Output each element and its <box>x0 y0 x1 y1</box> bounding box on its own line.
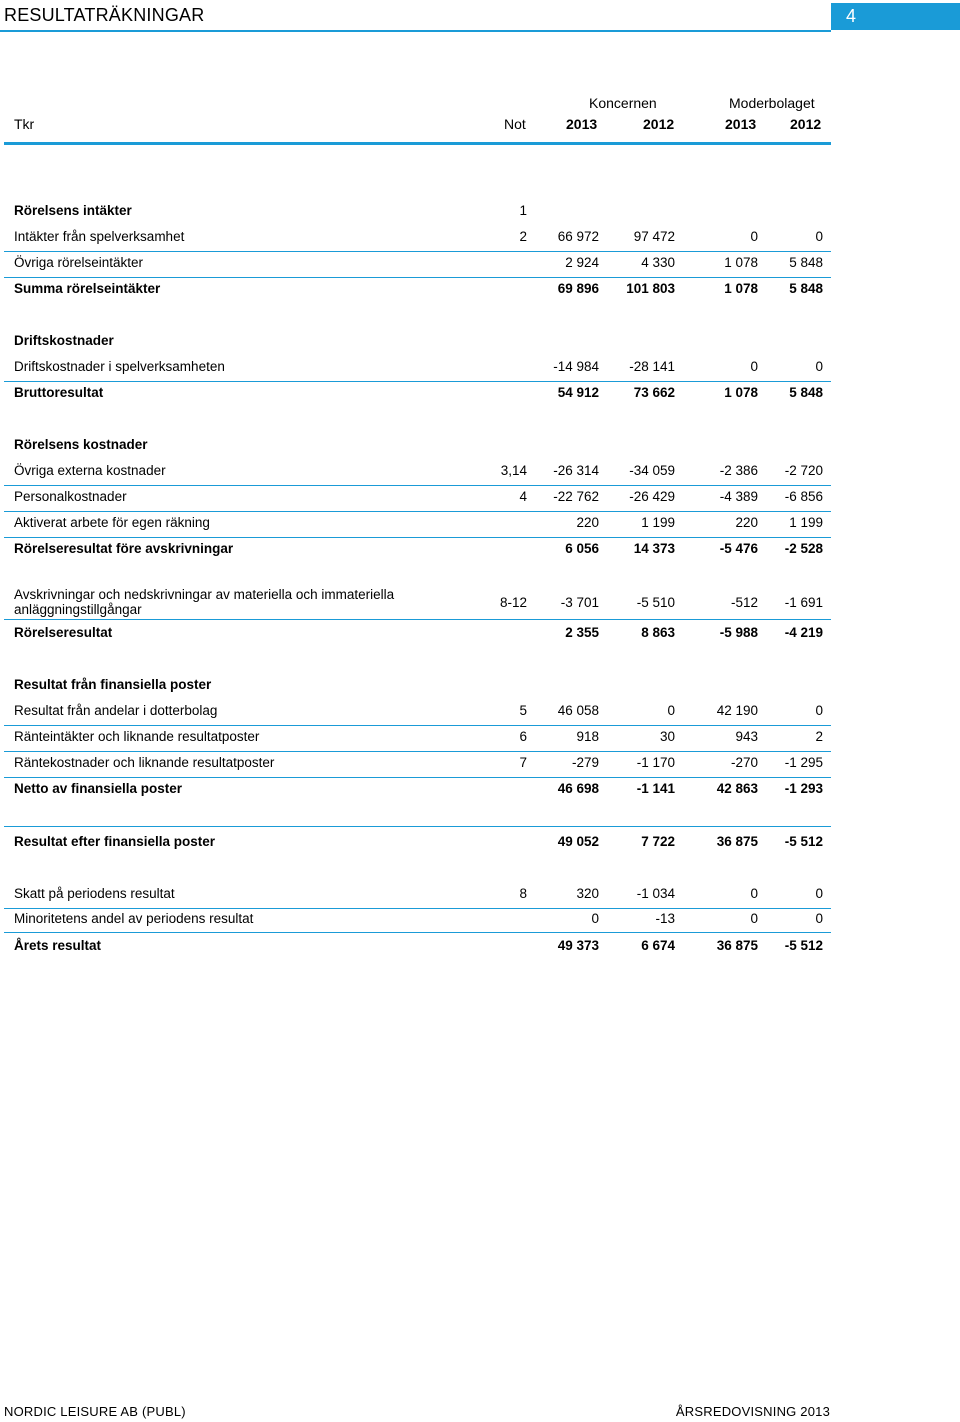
table-row <box>4 886 831 909</box>
row-value-koncernen-2012: 4 330 <box>641 255 675 270</box>
row-not: 5 <box>519 703 527 718</box>
row-value-moderbolaget-2012: 0 <box>815 886 823 901</box>
row-value-moderbolaget-2012: 0 <box>815 703 823 718</box>
row-not: 6 <box>519 729 527 744</box>
table-row <box>4 281 831 304</box>
row-value-koncernen-2012: -5 510 <box>636 595 675 610</box>
row-value-moderbolaget-2012: -1 691 <box>784 595 823 610</box>
row-value-moderbolaget-2013: 42 863 <box>716 781 758 796</box>
row-value-koncernen-2012: -26 429 <box>629 489 675 504</box>
row-value-koncernen-2012: 8 863 <box>641 625 675 640</box>
table-row <box>4 586 831 620</box>
page-title: RESULTATRÄKNINGAR <box>4 5 205 25</box>
row-value-koncernen-2012: -28 141 <box>629 359 675 374</box>
row-label: Räntekostnader och liknande resultatposter <box>14 755 275 770</box>
row-value-koncernen-2013: 0 <box>591 911 599 926</box>
row-label: Årets resultat <box>14 938 102 953</box>
row-value-moderbolaget-2012: 0 <box>815 229 823 244</box>
row-value-moderbolaget-2012: 1 199 <box>789 515 823 530</box>
row-not: 4 <box>519 489 527 504</box>
table-row <box>4 755 831 778</box>
row-value-koncernen-2013: -22 762 <box>553 489 599 504</box>
row-value-moderbolaget-2013: 36 875 <box>716 938 758 953</box>
row-value-koncernen-2013: 220 <box>576 515 599 530</box>
row-value-moderbolaget-2012: -5 512 <box>784 834 823 849</box>
row-value-koncernen-2013: 46 058 <box>557 703 599 718</box>
row-value-moderbolaget-2012: -1 295 <box>784 755 823 770</box>
table-row <box>4 385 831 408</box>
row-value-moderbolaget-2012: -2 528 <box>784 541 823 556</box>
row-not: 3,14 <box>500 463 527 478</box>
column-header-not: Not <box>504 116 526 132</box>
row-label: Avskrivningar och nedskrivningar av materiella och immateriella anläggningstillgångar <box>14 587 395 617</box>
table-row <box>4 729 831 752</box>
row-value-moderbolaget-2012: 5 848 <box>789 255 823 270</box>
row-not: 8 <box>519 886 527 901</box>
row-value-koncernen-2012: 30 <box>659 729 675 744</box>
row-value-moderbolaget-2012: -1 293 <box>784 781 823 796</box>
row-value-moderbolaget-2013: 42 190 <box>716 703 758 718</box>
row-value-koncernen-2012: 1 199 <box>641 515 675 530</box>
row-not: 8-12 <box>499 595 527 610</box>
group-header-koncernen: Koncernen <box>589 95 657 111</box>
row-value-koncernen-2013: 2 355 <box>565 625 599 640</box>
row-value-moderbolaget-2012: 5 848 <box>789 281 823 296</box>
table-row <box>4 229 831 252</box>
table-row <box>4 625 831 648</box>
row-label: Personalkostnader <box>14 489 127 504</box>
row-value-koncernen-2012: 6 674 <box>641 938 675 953</box>
row-label: Netto av finansiella poster <box>14 781 183 796</box>
row-value-koncernen-2012: -1 141 <box>636 781 675 796</box>
row-value-koncernen-2013: 6 056 <box>565 541 599 556</box>
row-value-moderbolaget-2013: -4 389 <box>719 489 758 504</box>
row-value-moderbolaget-2012: -4 219 <box>784 625 823 640</box>
row-value-moderbolaget-2013: 943 <box>735 729 758 744</box>
table-row <box>4 677 831 700</box>
group-header-moderbolaget: Moderbolaget <box>729 95 815 111</box>
row-not: 2 <box>519 229 527 244</box>
row-value-moderbolaget-2013: 1 078 <box>724 385 758 400</box>
row-value-moderbolaget-2012: 0 <box>815 359 823 374</box>
row-value-moderbolaget-2013: -270 <box>730 755 758 770</box>
table-row <box>4 938 831 961</box>
row-value-moderbolaget-2013: 220 <box>735 515 758 530</box>
row-label: Resultat från finansiella poster <box>14 677 212 692</box>
row-label: Resultat efter finansiella poster <box>14 834 216 849</box>
header-divider <box>0 30 831 32</box>
footer-company-name: NORDIC LEISURE AB (PUBL) <box>4 1404 186 1419</box>
row-label: Rörelsens kostnader <box>14 437 148 452</box>
row-value-koncernen-2013: -3 701 <box>560 595 599 610</box>
row-value-koncernen-2012: -34 059 <box>629 463 675 478</box>
table-row <box>4 911 831 933</box>
row-value-moderbolaget-2013: 0 <box>750 911 758 926</box>
table-row <box>4 333 831 356</box>
row-value-koncernen-2013: 49 052 <box>557 834 599 849</box>
row-label: Skatt på periodens resultat <box>14 886 175 901</box>
row-value-koncernen-2013: -279 <box>571 755 599 770</box>
row-value-koncernen-2012: -13 <box>655 911 675 926</box>
row-value-moderbolaget-2012: 2 <box>815 729 823 744</box>
row-value-moderbolaget-2013: -2 386 <box>719 463 758 478</box>
column-header-divider <box>4 142 831 145</box>
table-row <box>4 203 831 226</box>
table-row <box>4 489 831 512</box>
row-label: Bruttoresultat <box>14 385 104 400</box>
row-value-koncernen-2012: 7 722 <box>641 834 675 849</box>
row-value-moderbolaget-2013: -5 476 <box>719 541 758 556</box>
row-value-koncernen-2013: 2 924 <box>565 255 599 270</box>
row-value-koncernen-2013: 918 <box>576 729 599 744</box>
table-row <box>4 703 831 726</box>
table-row <box>4 437 831 460</box>
row-label: Övriga rörelseintäkter <box>14 255 144 270</box>
table-row <box>4 781 831 804</box>
row-value-koncernen-2013: 49 373 <box>557 938 599 953</box>
column-header-moderbolaget-2013: 2013 <box>725 116 757 132</box>
column-header-koncernen-2013: 2013 <box>566 116 598 132</box>
row-label: Övriga externa kostnader <box>14 463 166 478</box>
row-value-moderbolaget-2012: -2 720 <box>784 463 823 478</box>
row-label: Aktiverat arbete för egen räkning <box>14 515 210 530</box>
row-label: Rörelseresultat före avskrivningar <box>14 541 234 556</box>
row-value-koncernen-2013: -26 314 <box>553 463 599 478</box>
row-value-moderbolaget-2013: 0 <box>750 359 758 374</box>
row-label: Intäkter från spelverksamhet <box>14 229 185 244</box>
row-value-moderbolaget-2013: 36 875 <box>716 834 758 849</box>
table-row <box>4 359 831 382</box>
table-row <box>4 463 831 486</box>
row-label: Summa rörelseintäkter <box>14 281 161 296</box>
row-value-koncernen-2013: -14 984 <box>553 359 599 374</box>
row-label: Resultat från andelar i dotterbolag <box>14 703 218 718</box>
row-label: Rörelsens intäkter <box>14 203 132 218</box>
table-row <box>4 515 831 538</box>
table-row <box>4 834 831 857</box>
row-value-koncernen-2012: 97 472 <box>633 229 675 244</box>
column-header-tkr: Tkr <box>14 116 35 132</box>
row-value-koncernen-2013: 54 912 <box>557 385 599 400</box>
row-not: 7 <box>519 755 527 770</box>
row-value-moderbolaget-2012: -6 856 <box>784 489 823 504</box>
row-value-koncernen-2012: -1 170 <box>636 755 675 770</box>
row-label: Driftskostnader <box>14 333 114 348</box>
row-label: Rörelseresultat <box>14 625 113 640</box>
table-row-divider <box>4 811 831 827</box>
row-value-koncernen-2012: 14 373 <box>633 541 675 556</box>
row-label: Ränteintäkter och liknande resultatposter <box>14 729 260 744</box>
row-value-koncernen-2012: 73 662 <box>633 385 675 400</box>
row-value-koncernen-2012: 101 803 <box>626 281 675 296</box>
row-value-moderbolaget-2013: -512 <box>730 595 758 610</box>
row-value-koncernen-2013: 46 698 <box>557 781 599 796</box>
table-row <box>4 541 831 564</box>
row-not: 1 <box>519 203 527 218</box>
column-header-moderbolaget-2012: 2012 <box>790 116 822 132</box>
row-value-koncernen-2012: 0 <box>667 703 675 718</box>
row-value-koncernen-2013: 320 <box>576 886 599 901</box>
row-value-koncernen-2012: -1 034 <box>636 886 675 901</box>
row-label: Minoritetens andel av periodens resultat <box>14 911 254 926</box>
row-value-moderbolaget-2012: -5 512 <box>784 938 823 953</box>
row-value-moderbolaget-2013: 1 078 <box>724 255 758 270</box>
row-label: Driftskostnader i spelverksamheten <box>14 359 225 374</box>
table-row <box>4 255 831 278</box>
row-value-moderbolaget-2013: -5 988 <box>719 625 758 640</box>
row-value-koncernen-2013: 69 896 <box>557 281 599 296</box>
row-value-moderbolaget-2012: 0 <box>815 911 823 926</box>
footer-report-title: ÅRSREDOVISNING 2013 <box>675 1404 830 1419</box>
row-value-moderbolaget-2012: 5 848 <box>789 385 823 400</box>
column-header-koncernen-2012: 2012 <box>643 116 675 132</box>
row-value-koncernen-2013: 66 972 <box>557 229 599 244</box>
page-number-badge: 4 <box>831 3 960 30</box>
row-value-moderbolaget-2013: 0 <box>750 886 758 901</box>
row-value-moderbolaget-2013: 1 078 <box>724 281 758 296</box>
row-value-moderbolaget-2013: 0 <box>750 229 758 244</box>
